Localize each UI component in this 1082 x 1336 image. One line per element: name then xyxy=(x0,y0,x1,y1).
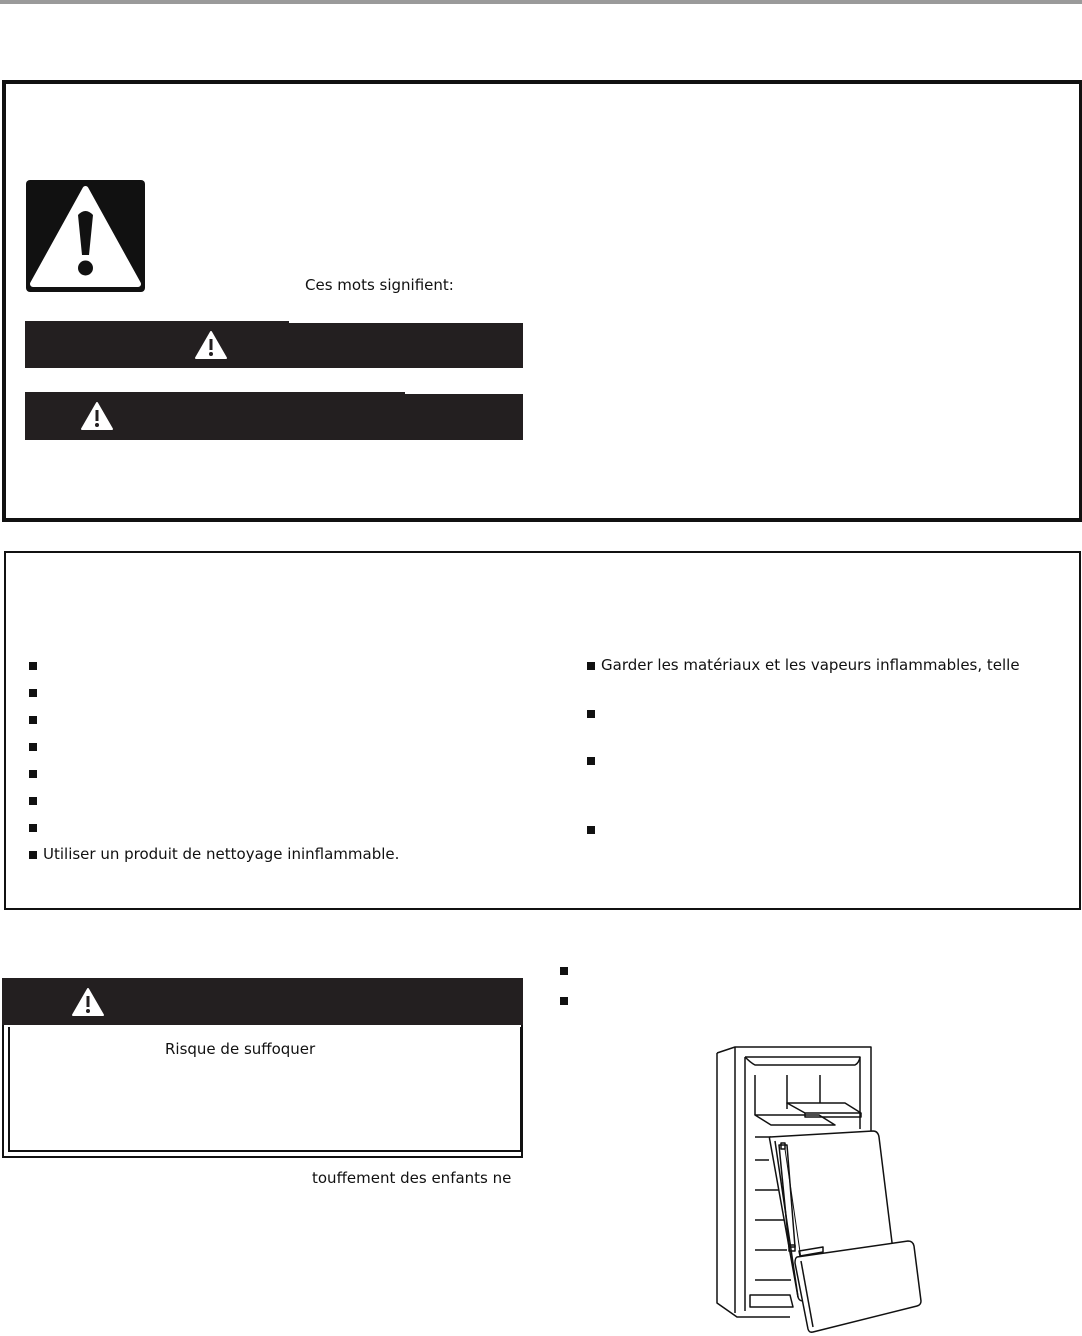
bullet-square-icon xyxy=(29,824,37,832)
warning-triangle-small-icon xyxy=(80,401,114,431)
bullet-square-icon xyxy=(29,662,37,670)
warning-triangle-icon xyxy=(26,180,145,292)
top-rule xyxy=(0,0,1082,4)
warning-signal-bar xyxy=(25,392,523,440)
list-item: Utiliser un produit de nettoyage ininflammable. xyxy=(43,845,400,863)
bullet-square-icon xyxy=(29,743,37,751)
bullet-square-icon xyxy=(587,662,595,670)
suffocation-risk-title: Risque de suffoquer xyxy=(165,1040,316,1058)
bullet-square-icon xyxy=(29,770,37,778)
bullet-square-icon xyxy=(560,967,568,975)
suffocation-warning-bar xyxy=(2,978,523,1025)
suffocation-text-fragment: touffement des enfants ne xyxy=(312,1169,512,1187)
bullet-square-icon xyxy=(587,757,595,765)
bullet-square-icon xyxy=(587,710,595,718)
warning-triangle-small-icon xyxy=(194,330,228,360)
bullet-square-icon xyxy=(29,851,37,859)
bullet-square-icon xyxy=(29,797,37,805)
bullet-square-icon xyxy=(29,689,37,697)
danger-signal-bar xyxy=(25,321,523,368)
bullet-square-icon xyxy=(560,997,568,1005)
bullet-square-icon xyxy=(29,716,37,724)
warning-triangle-small-icon xyxy=(71,987,105,1017)
bullet-square-icon xyxy=(587,826,595,834)
refrigerator-doors-removed-illustration xyxy=(715,1045,925,1335)
signal-words-caption: Ces mots signifient: xyxy=(305,276,454,294)
safety-box xyxy=(2,80,1082,522)
list-item: Garder les matériaux et les vapeurs inflammables, telle xyxy=(601,656,1020,674)
